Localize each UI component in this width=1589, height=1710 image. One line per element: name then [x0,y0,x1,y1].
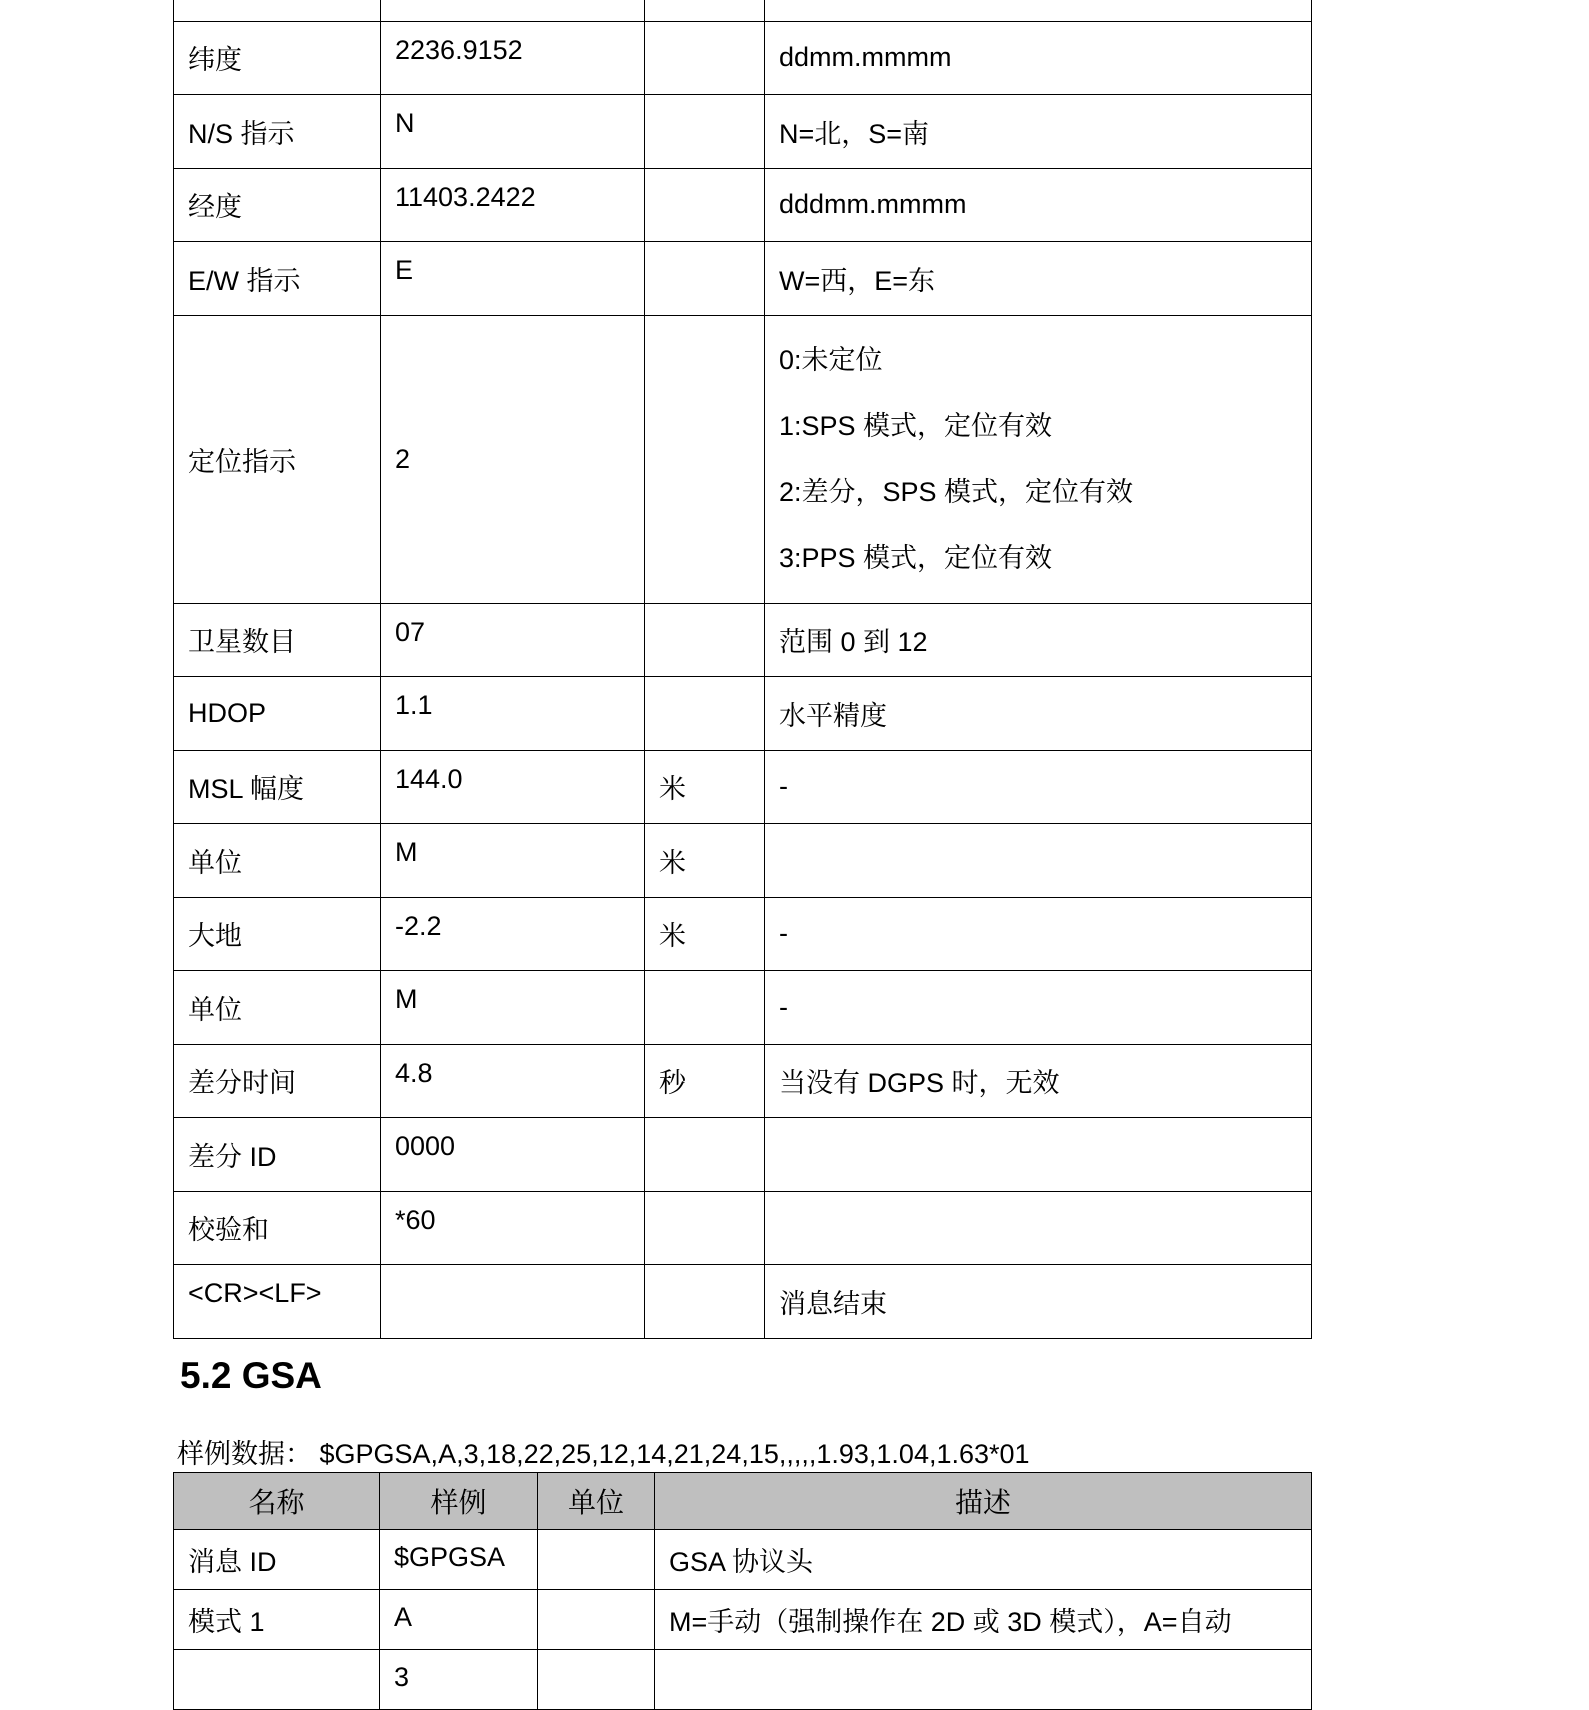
field-unit: 米 [645,750,765,824]
column-header-name: 名称 [174,1473,380,1530]
field-name: N/S 指示 [174,95,381,169]
field-name: 大地 [174,897,381,971]
field-name: 校验和 [174,1191,381,1265]
table-row [174,315,1312,603]
field-name: 差分 ID [174,1118,381,1192]
field-unit: 米 [645,897,765,971]
field-name: 模式 1 [174,1590,380,1650]
field-unit [645,315,765,603]
field-unit [645,603,765,677]
field-unit [645,1191,765,1265]
field-name: 纬度 [174,21,381,95]
table-row [174,1650,1312,1710]
table-row [174,824,1312,898]
field-name: E/W 指示 [174,242,381,316]
table-header-row [174,1473,1312,1530]
field-description: - [765,750,1312,824]
description-line: 0:未定位 [779,345,883,375]
table-row [174,603,1312,677]
table-row [174,1265,1312,1339]
field-description: 范围 0 到 12 [765,603,1312,677]
table-row [174,1590,1312,1650]
field-name: 差分时间 [174,1044,381,1118]
table-row [174,1191,1312,1265]
field-name: <CR><LF> [174,1265,381,1339]
field-unit [645,21,765,95]
field-description: N=北，S=南 [765,95,1312,169]
field-sample: M [381,971,645,1045]
field-name: 消息 ID [174,1530,380,1590]
field-sample: $GPGSA [380,1530,538,1590]
field-sample: 144.0 [381,750,645,824]
description-line: 3:PPS 模式，定位有效 [779,543,1053,573]
field-description [765,1191,1312,1265]
field-sample: 2 [381,315,645,603]
field-name: MSL 幅度 [174,750,381,824]
field-description: ddmm.mmmm [765,21,1312,95]
field-sample: 2236.9152 [381,21,645,95]
field-description: 消息结束 [765,1265,1312,1339]
field-sample: N [381,95,645,169]
field-description: dddmm.mmmm [765,168,1312,242]
field-sample: 4.8 [381,1044,645,1118]
description-line: 2:差分，SPS 模式，定位有效 [779,477,1134,507]
field-unit: 米 [645,824,765,898]
field-description: W=西，E=东 [765,242,1312,316]
field-description [655,1650,1312,1710]
table-row [174,971,1312,1045]
field-description: 当没有 DGPS 时，无效 [765,1044,1312,1118]
nmea-gga-field-table [173,0,1312,1339]
field-description [765,1118,1312,1192]
field-unit: 秒 [645,1044,765,1118]
nmea-gsa-field-table [173,1472,1312,1710]
field-unit [645,1265,765,1339]
field-unit [645,242,765,316]
field-sample: *60 [381,1191,645,1265]
field-unit [645,168,765,242]
field-unit [645,95,765,169]
field-sample: 0000 [381,1118,645,1192]
field-name: 单位 [174,971,381,1045]
field-name: 单位 [174,824,381,898]
field-sample: 07 [381,603,645,677]
field-unit [645,1118,765,1192]
field-unit [538,1650,655,1710]
column-header-unit: 单位 [538,1473,655,1530]
column-header-description: 描述 [655,1473,1312,1530]
field-unit [538,1530,655,1590]
field-description: 水平精度 [765,677,1312,751]
field-description: - [765,897,1312,971]
field-sample: 3 [380,1650,538,1710]
table-row [174,95,1312,169]
field-sample: M [381,824,645,898]
field-description: - [765,971,1312,1045]
field-sample: E [381,242,645,316]
field-description [765,824,1312,898]
field-name: 卫星数目 [174,603,381,677]
field-sample [381,0,645,21]
field-unit [538,1590,655,1650]
field-name [174,0,381,21]
field-name: 经度 [174,168,381,242]
table-row [174,168,1312,242]
table-row [174,677,1312,751]
field-name [174,1650,380,1710]
field-sample [381,1265,645,1339]
sample-data-value: $GPGSA,A,3,18,22,25,12,14,21,24,15,,,,,1.93,1.04,1.63*01 [319,1439,1030,1469]
field-name: HDOP [174,677,381,751]
table-row [174,1044,1312,1118]
section-heading: 5.2 GSA [180,1355,322,1396]
sample-data-label: 样例数据： [177,1439,312,1469]
field-sample: A [380,1590,538,1650]
field-description [765,0,1312,21]
description-line: 1:SPS 模式，定位有效 [779,411,1053,441]
table-row [174,750,1312,824]
field-sample: 11403.2422 [381,168,645,242]
table-row [174,21,1312,95]
table-row [174,1530,1312,1590]
field-name: 定位指示 [174,315,381,603]
table-row [174,0,1312,21]
table-row [174,242,1312,316]
field-description: M=手动（强制操作在 2D 或 3D 模式），A=自动 [655,1590,1312,1650]
table-row [174,897,1312,971]
field-sample: 1.1 [381,677,645,751]
field-unit [645,0,765,21]
field-unit [645,971,765,1045]
field-unit [645,677,765,751]
table-row [174,1118,1312,1192]
column-header-sample: 样例 [380,1473,538,1530]
sample-data-line [177,1432,1030,1471]
field-sample: -2.2 [381,897,645,971]
field-description: GSA 协议头 [655,1530,1312,1590]
field-description [765,315,1312,603]
